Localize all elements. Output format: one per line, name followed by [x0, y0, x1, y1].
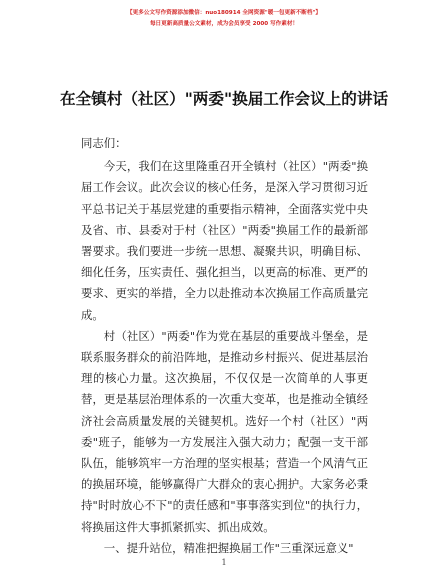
document-body: [81, 133, 368, 559]
promo-banner-line-1: 【更多公文写作资源添加微信：nuo180914 全网资源"暖一包更新不断档"】: [127, 10, 321, 16]
promo-banner-line-2: 每日更新高质量公文素材，成为会员享受 2000 写作素材！: [149, 21, 299, 27]
paragraph-1: 今天，我们在这里隆重召开全镇村（社区）"两委"换届工作会议。此次会议的核心任务，是深入学习贯彻习近平总书记关于基层党建的重要指示精神，全面落实党中央及省、市、县委对于村（社区）"两委"换届工作的最新部署要求。我们要进一步统一思想、凝聚共识，明确目标、细化任务，压实责任、强化担当，以更高的标准、更严的要求、更实的举措，全力以赴推动本次换届工作高质量完成。: [81, 159, 368, 322]
section-heading-1: 一、提升站位，精准把握换届工作"三重深远意义": [103, 540, 354, 555]
salutation: 同志们：: [81, 136, 127, 150]
paragraph-2: 村（社区）"两委"作为党在基层的重要战斗堡垒，是联系服务群众的前沿阵地，是推动乡村振兴、促进基层治理的核心力量。这次换届，不仅仅是一次简单的人事更替，更是基层治理体系的一次重大变革，也是推动全镇经济社会高质量发展的关键契机。选好一个村（社区）"两委"班子，能够为一方发展注入强大动力；配强一支干部队伍，能够筑牢一方治理的坚实根基；营造一个风清气正的换届环境，能够赢得广大群众的衷心拥护。大家务必秉持"时时放心不下"的责任感和"事事落实到位"的执行力，将换届这件大事抓紧抓实、抓出成效。: [81, 328, 368, 534]
page-number: 1: [221, 558, 227, 567]
document-title: 在全镇村（社区）"两委"换届工作会议上的讲话: [59, 90, 389, 108]
